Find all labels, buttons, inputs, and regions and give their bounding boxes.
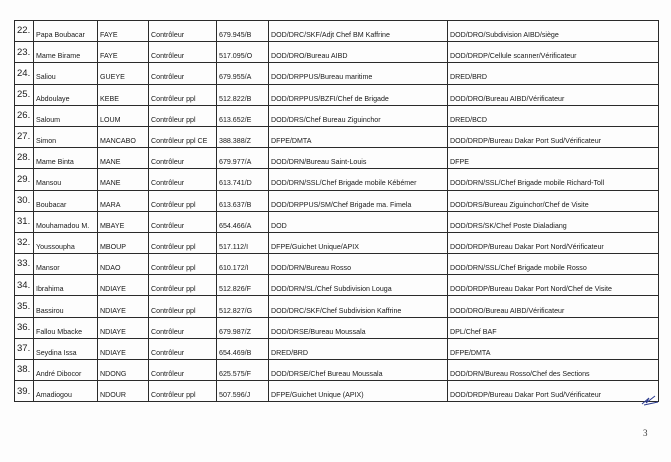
last-name-cell: FAYE (98, 42, 149, 63)
new-assignment-cell: DOD/DRDP/Bureau Dakar Port Nord/Chef de Visite (448, 275, 659, 296)
grade-cell: Contrôleur ppl (149, 84, 217, 105)
grade-cell: Contrôleur (149, 42, 217, 63)
previous-assignment-cell: DOD/DRN/Bureau Rosso (269, 254, 448, 275)
table-row (15, 360, 659, 381)
registration-number-cell: 512.826/F (217, 275, 269, 296)
registration-number-cell: 679.945/B (217, 21, 269, 42)
first-name-cell: Bassirou (34, 296, 98, 317)
row-number: 38. (15, 360, 34, 381)
row-number: 27. (15, 126, 34, 147)
first-name-cell: Papa Boubacar (34, 21, 98, 42)
last-name-cell: NDOUR (98, 381, 149, 402)
new-assignment-cell: DOD/DRN/Bureau Rosso/Chef des Sections (448, 360, 659, 381)
last-name-cell: KEBE (98, 84, 149, 105)
registration-number-cell: 613.637/B (217, 190, 269, 211)
last-name-cell: NDIAYE (98, 317, 149, 338)
row-number: 25. (15, 84, 34, 105)
first-name-cell: Boubacar (34, 190, 98, 211)
new-assignment-cell: DPL/Chef BAF (448, 317, 659, 338)
registration-number-cell: 517.112/I (217, 232, 269, 253)
new-assignment-cell: DRED/BCD (448, 105, 659, 126)
last-name-cell: NDONG (98, 360, 149, 381)
new-assignment-cell: DOD/DRDP/Cellule scanner/Vérificateur (448, 42, 659, 63)
table-row (15, 190, 659, 211)
previous-assignment-cell: DOD (269, 211, 448, 232)
new-assignment-cell: DOD/DRDP/Bureau Dakar Port Nord/Vérificateur (448, 232, 659, 253)
first-name-cell: Ibrahima (34, 275, 98, 296)
row-number: 32. (15, 232, 34, 253)
grade-cell: Contrôleur (149, 317, 217, 338)
grade-cell: Contrôleur (149, 169, 217, 190)
assignment-table (14, 20, 659, 402)
last-name-cell: MARA (98, 190, 149, 211)
grade-cell: Contrôleur (149, 338, 217, 359)
table-row (15, 148, 659, 169)
previous-assignment-cell: DRED/BRD (269, 338, 448, 359)
registration-number-cell: 654.469/B (217, 338, 269, 359)
previous-assignment-cell: DFPE/Guichet Unique (APIX) (269, 381, 448, 402)
previous-assignment-cell: DOD/DRSE/Chef Bureau Moussala (269, 360, 448, 381)
previous-assignment-cell: DOD/DRC/SKF/Adjt Chef BM Kaffrine (269, 21, 448, 42)
row-number: 24. (15, 63, 34, 84)
grade-cell: Contrôleur ppl (149, 105, 217, 126)
previous-assignment-cell: DFPE/DMTA (269, 126, 448, 147)
grade-cell: Contrôleur (149, 211, 217, 232)
last-name-cell: NDAO (98, 254, 149, 275)
previous-assignment-cell: DOD/DRN/SSL/Chef Brigade mobile Kébémer (269, 169, 448, 190)
previous-assignment-cell: DOD/DRC/SKF/Chef Subdivision Kaffrine (269, 296, 448, 317)
grade-cell: Contrôleur ppl (149, 296, 217, 317)
registration-number-cell: 613.652/E (217, 105, 269, 126)
previous-assignment-cell: DOD/DRPPUS/Bureau maritime (269, 63, 448, 84)
registration-number-cell: 625.575/F (217, 360, 269, 381)
previous-assignment-cell: DFPE/Guichet Unique/APIX (269, 232, 448, 253)
table-body (15, 21, 659, 402)
new-assignment-cell: DFPE/DMTA (448, 338, 659, 359)
previous-assignment-cell: DOD/DRN/Bureau Saint-Louis (269, 148, 448, 169)
last-name-cell: NDIAYE (98, 296, 149, 317)
grade-cell: Contrôleur (149, 21, 217, 42)
row-number: 35. (15, 296, 34, 317)
new-assignment-cell: DOD/DRS/SK/Chef Poste Dialadiang (448, 211, 659, 232)
table-row (15, 105, 659, 126)
last-name-cell: FAYE (98, 21, 149, 42)
last-name-cell: MANE (98, 169, 149, 190)
previous-assignment-cell: DOD/DRS/Chef Bureau Ziguinchor (269, 105, 448, 126)
new-assignment-cell: DOD/DRN/SSL/Chef Brigade mobile Rosso (448, 254, 659, 275)
table-row (15, 381, 659, 402)
row-number: 22. (15, 21, 34, 42)
first-name-cell: Mansou (34, 169, 98, 190)
row-number: 29. (15, 169, 34, 190)
first-name-cell: Abdoulaye (34, 84, 98, 105)
previous-assignment-cell: DOD/DRSE/Bureau Moussala (269, 317, 448, 338)
first-name-cell: Amadiogou (34, 381, 98, 402)
grade-cell: Contrôleur ppl (149, 254, 217, 275)
registration-number-cell: 679.955/A (217, 63, 269, 84)
grade-cell: Contrôleur ppl CE (149, 126, 217, 147)
table-row (15, 232, 659, 253)
new-assignment-cell: DOD/DRDP/Bureau Dakar Port Sud/Vérificateur (448, 126, 659, 147)
registration-number-cell: 507.596/J (217, 381, 269, 402)
first-name-cell: Mame Birame (34, 42, 98, 63)
first-name-cell: Mame Binta (34, 148, 98, 169)
previous-assignment-cell: DOD/DRPPUS/SM/Chef Brigade ma. Fimela (269, 190, 448, 211)
table-row (15, 317, 659, 338)
registration-number-cell: 679.987/Z (217, 317, 269, 338)
table-row (15, 21, 659, 42)
new-assignment-cell: DOD/DRDP/Bureau Dakar Port Sud/Vérificateur (448, 381, 659, 402)
grade-cell: Contrôleur (149, 148, 217, 169)
previous-assignment-cell: DOD/DRPPUS/BZFI/Chef de Brigade (269, 84, 448, 105)
registration-number-cell: 512.827/G (217, 296, 269, 317)
table-row (15, 126, 659, 147)
row-number: 33. (15, 254, 34, 275)
registration-number-cell: 610.172/I (217, 254, 269, 275)
first-name-cell: Seydina Issa (34, 338, 98, 359)
last-name-cell: MANCABO (98, 126, 149, 147)
new-assignment-cell: DOD/DRO/Bureau AIBD/Vérificateur (448, 296, 659, 317)
registration-number-cell: 679.977/A (217, 148, 269, 169)
grade-cell: Contrôleur (149, 360, 217, 381)
page-number: 3 (643, 428, 648, 438)
last-name-cell: MBAYE (98, 211, 149, 232)
new-assignment-cell: DOD/DRS/Bureau Ziguinchor/Chef de Visite (448, 190, 659, 211)
row-number: 36. (15, 317, 34, 338)
registration-number-cell: 388.388/Z (217, 126, 269, 147)
table-row (15, 84, 659, 105)
first-name-cell: Saloum (34, 105, 98, 126)
first-name-cell: Mouhamadou M. (34, 211, 98, 232)
row-number: 37. (15, 338, 34, 359)
grade-cell: Contrôleur ppl (149, 190, 217, 211)
signature-mark (640, 393, 660, 407)
last-name-cell: MANE (98, 148, 149, 169)
first-name-cell: Simon (34, 126, 98, 147)
grade-cell: Contrôleur ppl (149, 381, 217, 402)
registration-number-cell: 517.095/O (217, 42, 269, 63)
first-name-cell: Fallou Mbacke (34, 317, 98, 338)
row-number: 23. (15, 42, 34, 63)
last-name-cell: NDIAYE (98, 275, 149, 296)
new-assignment-cell: DOD/DRO/Subdivision AIBD/siège (448, 21, 659, 42)
new-assignment-cell: DFPE (448, 148, 659, 169)
row-number: 34. (15, 275, 34, 296)
table-row (15, 42, 659, 63)
row-number: 26. (15, 105, 34, 126)
last-name-cell: LOUM (98, 105, 149, 126)
first-name-cell: Mansor (34, 254, 98, 275)
registration-number-cell: 654.466/A (217, 211, 269, 232)
last-name-cell: GUEYE (98, 63, 149, 84)
last-name-cell: NDIAYE (98, 338, 149, 359)
row-number: 30. (15, 190, 34, 211)
table-row (15, 275, 659, 296)
previous-assignment-cell: DOD/DRO/Bureau AIBD (269, 42, 448, 63)
registration-number-cell: 613.741/D (217, 169, 269, 190)
table-row (15, 63, 659, 84)
row-number: 28. (15, 148, 34, 169)
table-row (15, 296, 659, 317)
previous-assignment-cell: DOD/DRN/SL/Chef Subdivision Louga (269, 275, 448, 296)
row-number: 39. (15, 381, 34, 402)
new-assignment-cell: DOD/DRN/SSL/Chef Brigade mobile Richard-Toll (448, 169, 659, 190)
new-assignment-cell: DRED/BRD (448, 63, 659, 84)
table-row (15, 169, 659, 190)
first-name-cell: Saliou (34, 63, 98, 84)
last-name-cell: MBOUP (98, 232, 149, 253)
first-name-cell: Youssoupha (34, 232, 98, 253)
new-assignment-cell: DOD/DRO/Bureau AIBD/Vérificateur (448, 84, 659, 105)
registration-number-cell: 512.822/B (217, 84, 269, 105)
table-row (15, 211, 659, 232)
grade-cell: Contrôleur ppl (149, 232, 217, 253)
grade-cell: Contrôleur ppl (149, 275, 217, 296)
row-number: 31. (15, 211, 34, 232)
table-row (15, 338, 659, 359)
first-name-cell: André Dibocor (34, 360, 98, 381)
table-row (15, 254, 659, 275)
grade-cell: Contrôleur (149, 63, 217, 84)
